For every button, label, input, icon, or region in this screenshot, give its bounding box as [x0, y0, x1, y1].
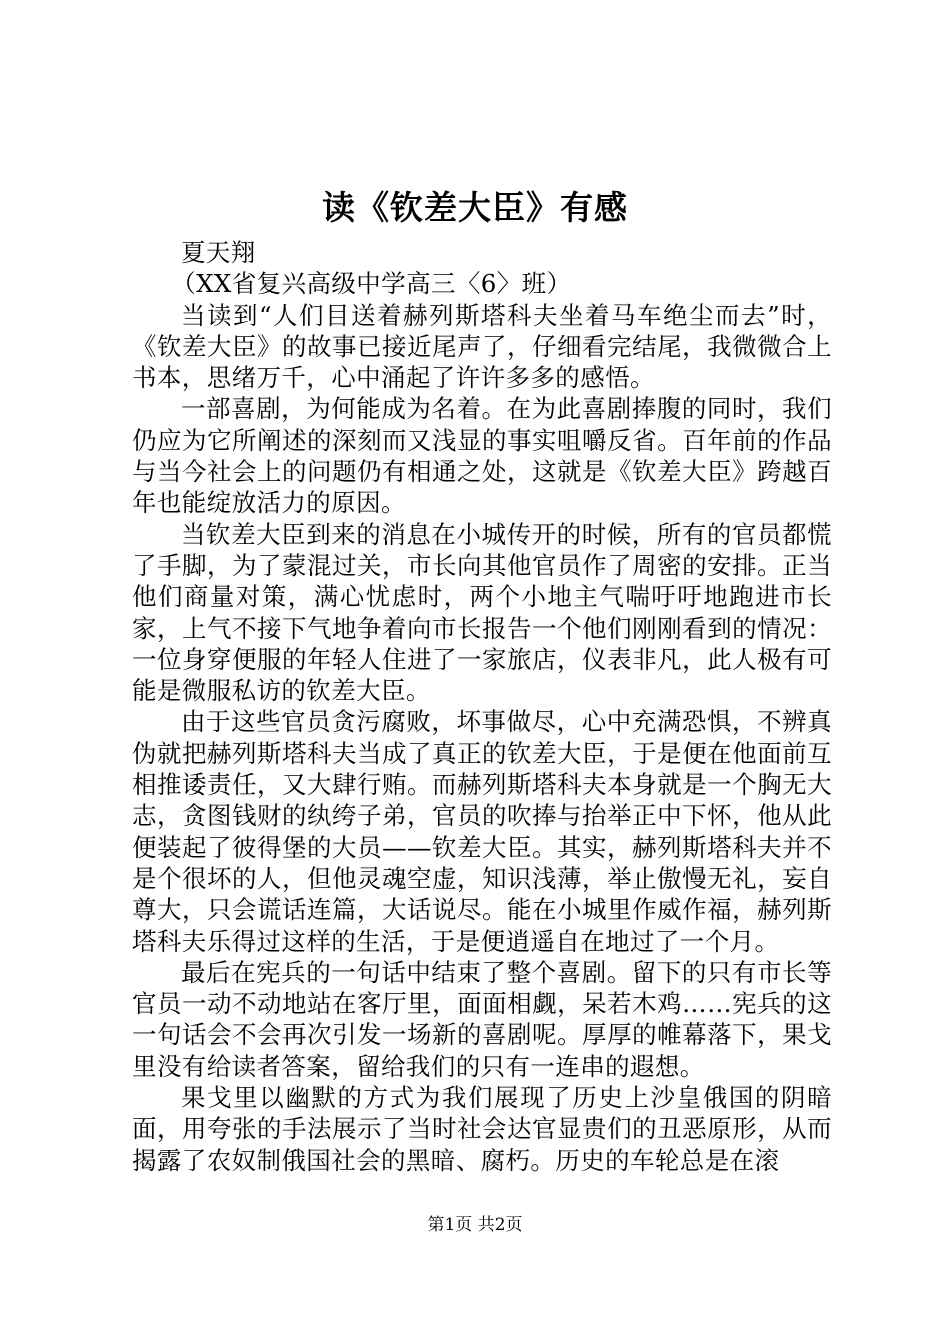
document-title: 读《钦差大臣》有感 — [322, 188, 628, 227]
document-body — [132, 237, 832, 1176]
author-name: 夏天翔 — [181, 238, 256, 267]
body-paragraph: 一部喜剧，为何能成为名着。在为此喜剧捧腹的同时，我们仍应为它所阐述的深刻而又浅显的事实咀嚼反省。百年前的作品与当今社会上的问题仍有相通之处，这就是《钦差大臣》跨越百年也能绽放活力的原因。 — [132, 394, 832, 518]
author-school: （XX省复兴高级中学高三〈6〉班） — [171, 269, 572, 299]
body-paragraph: 当钦差大臣到来的消息在小城传开的时候，所有的官员都慌了手脚，为了蒙混过关，市长向其他官员作了周密的安排。正当他们商量对策，满心忧虑时，两个小地主气喘吁吁地跑进市长家，上气不接下气地争着向市长报告一个他们刚刚看到的情况：一位身穿便服的年轻人住进了一家旅店，仪表非凡，此人极有可能是微服私访的钦差大臣。 — [132, 519, 832, 706]
body-paragraph: 果戈里以幽默的方式为我们展现了历史上沙皇俄国的阴暗面，用夸张的手法展示了当时社会达官显贵们的丑恶原形，从而揭露了农奴制俄国社会的黑暗、腐朽。历史的车轮总是在滚 — [132, 1083, 832, 1175]
body-paragraph: 由于这些官员贪污腐败，坏事做尽，心中充满恐惧，不辨真伪就把赫列斯塔科夫当成了真正的钦差大臣，于是便在他面前互相推诿责任，又大肆行贿。而赫列斯塔科夫本身就是一个胸无大志，贪图钱财的纨绔子弟，官员的吹捧与抬举正中下怀，他从此便装起了彼得堡的大员——钦差大臣。其实，赫列斯塔科夫并不是个很坏的人，但他灵魂空虚，知识浅薄，举止傲慢无礼，妄自尊大，只会谎话连篇，大话说尽。能在小城里作威作福，赫列斯塔科夫乐得过这样的生活，于是便逍遥自在地过了一个月。 — [132, 707, 832, 956]
body-paragraph: 当读到“人们目送着赫列斯塔科夫坐着马车绝尘而去”时，《钦差大臣》的故事已接近尾声了，仔细看完结尾，我微微合上书本，思绪万千，心中涌起了许许多多的感悟。 — [132, 300, 832, 393]
page-footer: 第1页 共2页 — [427, 1215, 523, 1235]
body-paragraph: 最后在宪兵的一句话中结束了整个喜剧。留下的只有市长等官员一动不动地站在客厅里，面面相觑，呆若木鸡……宪兵的这一句话会不会再次引发一场新的喜剧呢。厚厚的帷幕落下，果戈里没有给读者答案，留给我们的只有一连串的遐想。 — [132, 957, 832, 1081]
